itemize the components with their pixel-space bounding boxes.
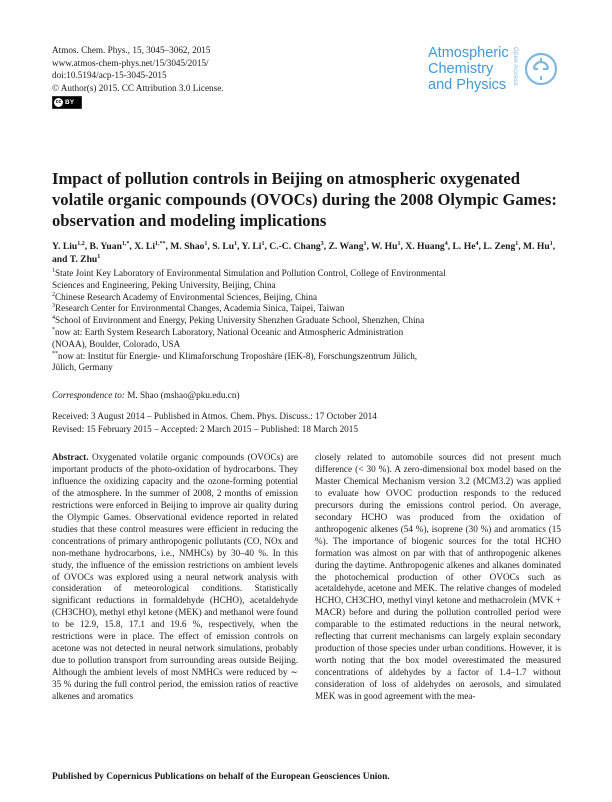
author-affiliation-mark: 1,2 xyxy=(77,240,85,247)
author-affiliation-mark: 1 xyxy=(397,240,401,247)
affiliation xyxy=(52,315,572,327)
affiliation-line: (NOAA), Boulder, Colorado, USA xyxy=(52,338,181,349)
abstract-label: Abstract. xyxy=(52,452,89,462)
author-list: Y. Liu$^{1,2}$, B. Yuan$^{1,*}$, X. $Li^{1,**}$, M. Shao$^1$, S. Lu$^1$, Y. Li$^1$, C.-C. Chang$^3$, Z. Wang$^1$, W. Hu$^1$, X. Huang$^4$, L. He$^4$, L. Zeng$^1$, M. Hu$^1$, and T. Zhu$^1$ xyxy=(52,240,556,265)
author-affiliation-mark: 1,* xyxy=(121,240,130,247)
author-name: Z. Wang xyxy=(328,241,364,252)
affiliation-mark: * xyxy=(52,326,55,333)
affiliation-mark: 4 xyxy=(52,315,55,322)
copyright: © Author(s) 2015. CC Attribution 3.0 License. xyxy=(52,82,224,93)
author-affiliation-mark: 3 xyxy=(320,240,324,247)
author-affiliation-mark: 1 xyxy=(515,240,519,247)
affiliation-line: **now at: Institut für Energie- und Klimaforschung Troposhäre (IEK-8), Forschungszentrum Jülich, xyxy=(52,350,418,361)
affiliation xyxy=(52,351,572,375)
journal-logo xyxy=(428,45,568,105)
correspondence-value[interactable]: M. Shao (mshao@pku.edu.cn) xyxy=(127,390,240,400)
author-affiliation-mark: 1 xyxy=(363,240,367,247)
publication-dates xyxy=(52,410,377,435)
cc-icon: cc xyxy=(55,99,62,106)
author-affiliation-mark: 1 xyxy=(234,240,238,247)
journal-name-line2: Chemistry xyxy=(428,61,494,77)
author-name: L. Zeng xyxy=(483,241,516,252)
author-affiliation-mark: 1 xyxy=(97,253,101,260)
correspondence-label: Correspondence to: xyxy=(52,390,125,400)
publisher-footer: Published by Copernicus Publications on behalf of the European Geosciences Union. xyxy=(52,772,390,782)
author-affiliation-mark: 1 xyxy=(261,240,265,247)
affiliation-line: *now at: Earth System Research Laboratory, National Oceanic and Atmospheric Administration xyxy=(52,326,404,337)
affiliation-line: Sciences and Engineering, Peking University, Beijing, China xyxy=(52,279,276,290)
author-name: M. Shao xyxy=(170,241,205,252)
article-metadata xyxy=(52,44,224,109)
affiliation-line: Jülich, Germany xyxy=(52,362,113,373)
open-access-icon xyxy=(523,51,559,87)
author-affiliation-mark: 1 xyxy=(549,240,553,247)
received-dates: Received: 3 August 2014 – Published in Atmos. Chem. Phys. Discuss.: 17 October 2014 xyxy=(52,411,377,421)
author-name: Y. Li xyxy=(241,241,262,252)
cc-license-badge[interactable] xyxy=(52,96,82,109)
revised-dates: Revised: 15 February 2015 – Accepted: 2 March 2015 – Published: 18 March 2015 xyxy=(52,423,358,434)
author-name: T. Zhu xyxy=(69,253,98,265)
author-affiliation-mark: 4 xyxy=(444,240,448,247)
affiliation-list xyxy=(52,268,572,374)
affiliation-line: $^3$Research Center for Environmental Changes, Academia Sinica, Taipei, Taiwan xyxy=(52,303,345,314)
author-name: S. Lu xyxy=(212,241,235,252)
affiliation-line: $^1$State Joint Key Laboratory of Environmental Simulation and Pollution Control, College of Environmental xyxy=(52,267,446,278)
doi[interactable]: doi:10.5194/acp-15-3045-2015 xyxy=(52,70,167,81)
author-name: X. Huang xyxy=(405,241,445,252)
journal-name-line3: and Physics xyxy=(428,77,507,93)
abstract-column-2: closely related to automobile sources did not present much difference (< 30 %). A zero-dimensional box model based on the Master Chemical Mechanism version 3.2 (MCM3.2) was applied to evaluate how OVOC production responds to the reduced precursors during the emissions control period. On average, secondary HCHO was produced from the oxidation of anthropogenic alkenes (54 %), isoprene (30 %) and aromatics (15 %). The importance of biogenic sources for the total HCHO formation was almost on par with that of anthropogenic alkenes during the daytime. Anthropogenic alkenes and alkanes dominated the photochemical production of other OVOCs such as acetaldehyde, acetone and MEK. The relative changes of modeled HCHO, CH3CHO, methyl vinyl ketone and methacrolein (MVK + MACR) before and during the pollution controlled period were comparable to the estimated reductions in the neural network, reflecting that current mechanisms can largely explain secondary production of those species under urban conditions. However, it is worth noting that the box model overestimated the measured concentrations of aldehydes by a factor of 1.4–1.7 without consideration of loss of aldehydes on aerosols, and simulated MEK was in good agreement with the mea- xyxy=(315,452,561,702)
abstract-column-1 xyxy=(52,452,298,703)
author-name: X. Li xyxy=(134,241,155,252)
affiliation xyxy=(52,268,572,292)
affiliation xyxy=(52,303,572,315)
abstract-text-1: Oxygenated volatile organic compounds (OVOCs) are important products of the photo-oxidation of hydrocarbons. They influence the oxidizing capacity and the ozone-forming potential of the atmosphere. In the summer of 2008, 2 months of emission restrictions were enforced in Beijing to improve air quality during the Olympic Games. Observational evidence reported in related studies that these control measures were efficient in reducing the concentrations of primary anthropogenic pollutants (CO, NOx and non-methane hydrocarbons, i.e., NMHCs) by 30–40 %. In this study, the influence of the emission restrictions on ambient levels of OVOCs was explored using a neural network analysis with consideration of meteorological conditions. Statistically significant reductions in formaldehyde (HCHO), acetaldehyde (CH3CHO), methyl ethyl ketone (MEK) and methanol were found to be 12.9, 15.8, 17.1 and 19.6 %, respectively, when the restrictions were in place. The effect of emission controls on acetone was not detected in neural network simulations, probably due to pollution transport from surrounding areas outside Beijing. Although the ambient levels of most NMHCs were reduced by ∼ 35 % during the full control period, the emission ratios of reactive alkenes and aromatics xyxy=(52,452,298,702)
article-url[interactable]: www.atmos-chem-phys.net/15/3045/2015/ xyxy=(52,57,209,68)
journal-name-line1: Atmospheric xyxy=(428,45,509,61)
author-name: Y. Liu xyxy=(52,241,78,252)
open-access-label: Open Access xyxy=(512,47,518,86)
author-affiliation-mark: 4 xyxy=(475,240,479,247)
author-affiliation-mark: 1 xyxy=(204,240,208,247)
affiliation-mark: ** xyxy=(52,350,58,357)
affiliation xyxy=(52,292,572,304)
affiliation-mark: 1 xyxy=(52,267,55,274)
author-affiliation-mark: 1,** xyxy=(155,240,166,247)
affiliation-line: $^4$School of Environment and Energy, Peking University Shenzhen Graduate School, Shenzhen, China xyxy=(52,315,425,326)
author-name: M. Hu xyxy=(523,241,550,252)
affiliation-line: $^2$Chinese Research Academy of Environmental Sciences, Beijing, China xyxy=(52,291,318,302)
correspondence xyxy=(52,390,240,400)
author-name: C.-C. Chang xyxy=(269,241,321,252)
author-name: W. Hu xyxy=(371,241,398,252)
affiliation-mark: 2 xyxy=(52,291,55,298)
affiliation xyxy=(52,327,572,351)
author-name: B. Yuan xyxy=(89,241,122,252)
citation: Atmos. Chem. Phys., 15, 3045–3062, 2015 xyxy=(52,45,211,55)
affiliation-mark: 3 xyxy=(52,303,55,310)
cc-license-label: BY xyxy=(65,99,75,107)
author-name: L. He xyxy=(452,241,476,252)
paper-title: Impact of pollution controls in Beijing on atmospheric oxygenated volatile organic compounds (OVOCs) during the 2008 Olympic Games: observation and modeling implications xyxy=(52,169,557,230)
